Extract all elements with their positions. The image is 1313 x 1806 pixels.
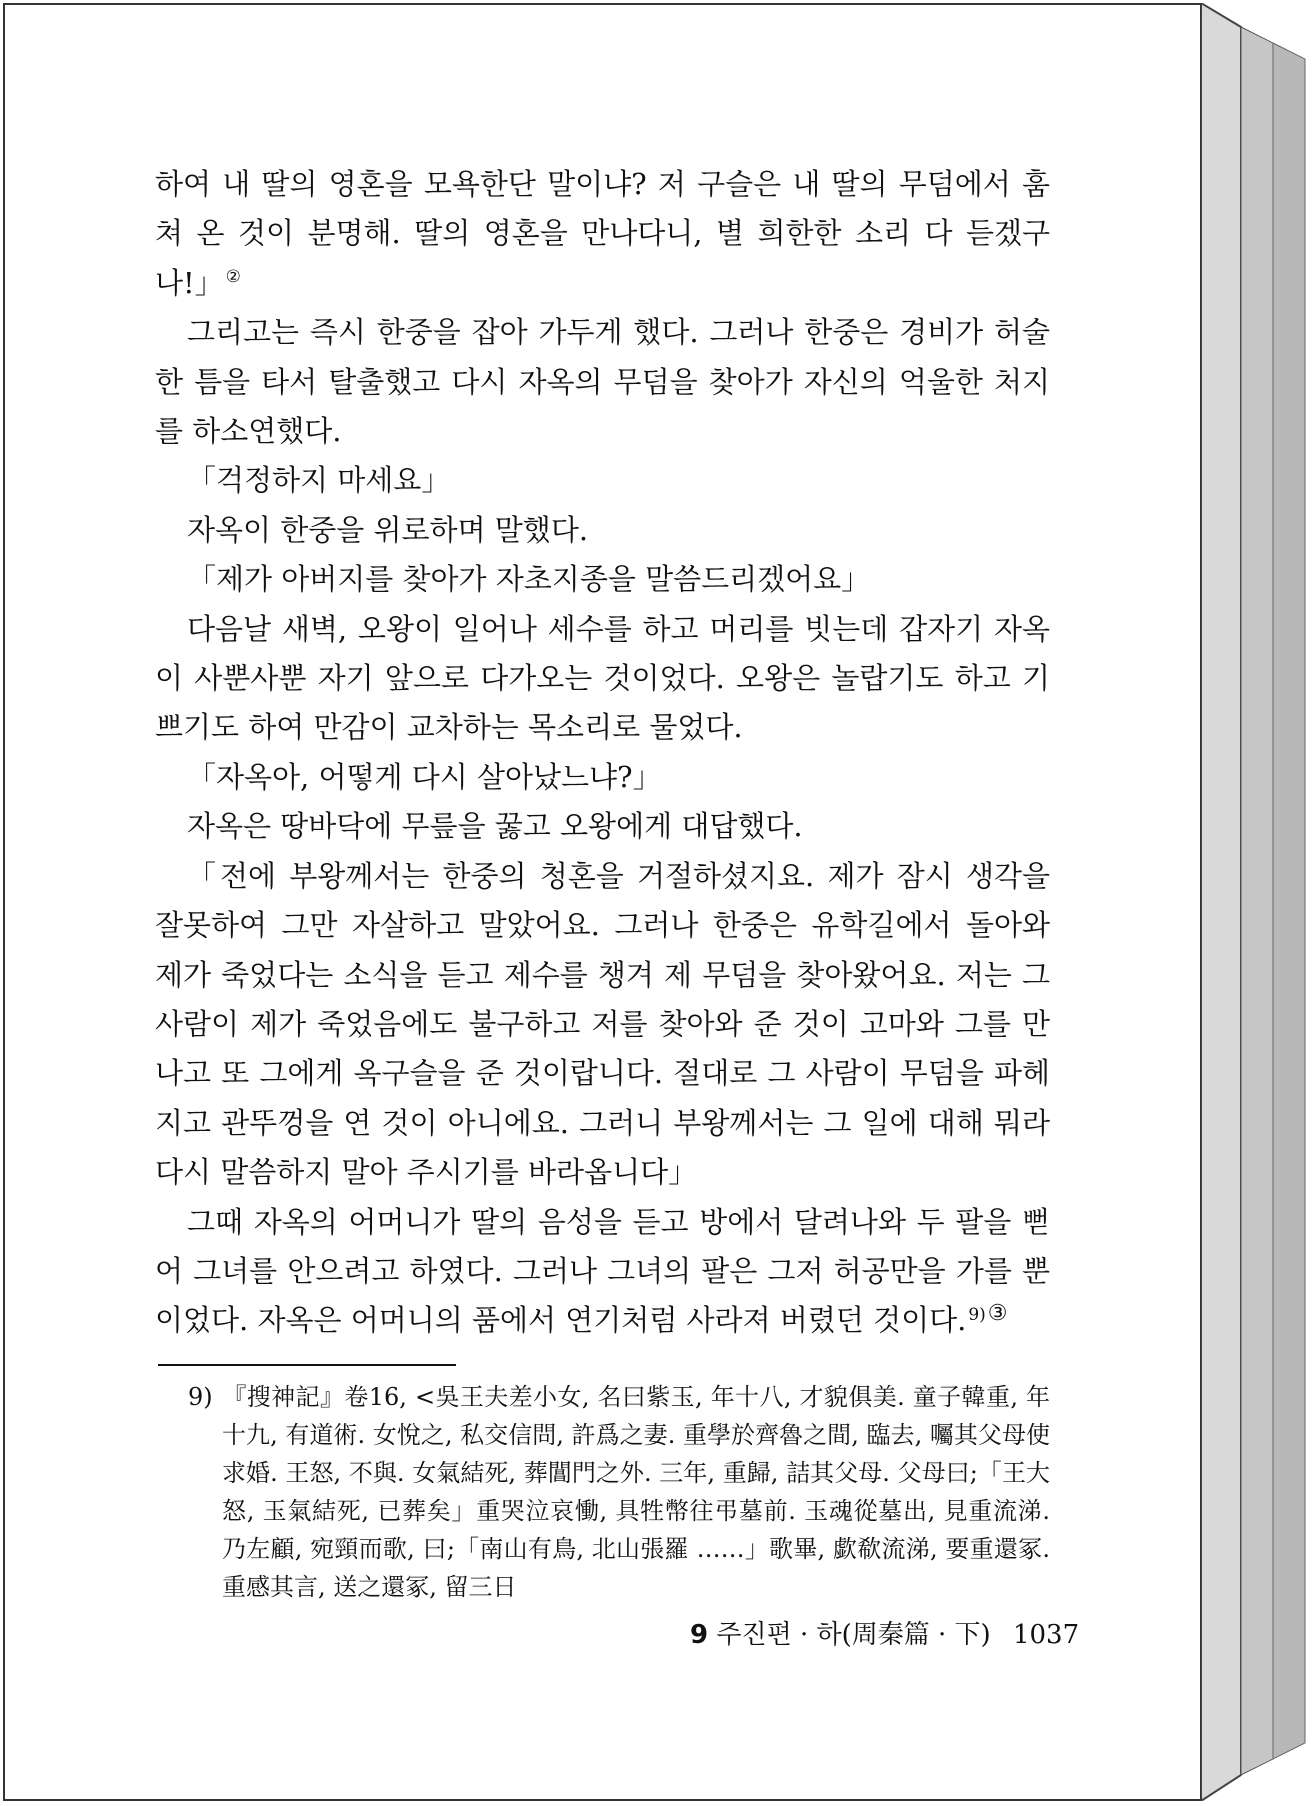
footnote-number: 9) bbox=[188, 1383, 213, 1411]
paragraph-4: 자옥이 한중을 위로하며 말했다. bbox=[187, 512, 589, 547]
page-footer bbox=[690, 1614, 1080, 1651]
annotation-mark: ② bbox=[225, 267, 241, 288]
paragraph-1 bbox=[155, 160, 1050, 308]
footnote-text: 『搜神記』卷16, <吳王夫差小女, 名曰紫玉, 年十八, 才貌俱美. 童子韓重, 年十九, 有道術. 女悅之, 私交信問, 許爲之妻. 重學於齊魯之間, 臨去, 囑其父母使求婚. 王怒, 不與. 女氣結死, 葬閶門之外. 三年, 重歸, 詰其父母. 父母曰;「王大怒, 玉氣結死, 已葬矣」重哭泣哀慟, 具牲幣往弔墓前. 玉魂從墓出, 見重流涕. 乃左顧, 宛頸而歌, 曰;「南山有鳥, 北山張羅 ……」歌畢, 歔欷流涕, 要重還冢. 重感其言, 送之還冢, 留三日 bbox=[222, 1383, 1050, 1601]
chapter-title: 주진편 · 하(周秦篇 · 下) bbox=[716, 1620, 991, 1650]
footnote-body bbox=[188, 1378, 1050, 1606]
page-stack-edge bbox=[1201, 3, 1309, 1801]
page-number: 1037 bbox=[1012, 1620, 1080, 1650]
paragraph-8: 자옥은 땅바닥에 무릎을 꿇고 오왕에게 대답했다. bbox=[187, 809, 803, 844]
paragraph-5: 「제가 아버지를 찾아가 자초지종을 말씀드리겠어요」 bbox=[187, 562, 871, 597]
paragraph-3: 「걱정하지 마세요」 bbox=[187, 463, 451, 498]
footnote-reference: 9) bbox=[968, 1304, 986, 1325]
paragraph-6: 다음날 새벽, 오왕이 일어나 세수를 하고 머리를 빗는데 갑자기 자옥이 사뿐사뿐 자기 앞으로 다가오는 것이었다. 오왕은 놀랍기도 하고 기쁘기도 하여 만감이 교차하는 목소리로 물었다. bbox=[155, 611, 1050, 745]
footnote-divider bbox=[158, 1364, 456, 1366]
chapter-number: 9 bbox=[690, 1620, 709, 1650]
paragraph-9: 「전에 부왕께서는 한중의 청혼을 거절하셨지요. 제가 잠시 생각을 잘못하여 그만 자살하고 말았어요. 그러나 한중은 유학길에서 돌아와 제가 죽었다는 소식을 듣고 제수를 챙겨 제 무덤을 찾아왔어요. 저는 그 사람이 제가 죽었음에도 불구하고 저를 찾아와 준 것이 고마와 그를 만나고 또 그에게 옥구슬을 준 것이랍니다. 절대로 그 사람이 무덤을 파헤지고 관뚜껑을 연 것이 아니에요. 그러니 부왕께서는 그 일에 대해 뭐라 다시 말씀하지 말아 주시기를 바라옵니다」 bbox=[155, 858, 1050, 1190]
paragraph-7: 「자옥아, 어떻게 다시 살아났느냐?」 bbox=[187, 759, 662, 794]
annotation-mark: ③ bbox=[987, 1300, 1008, 1326]
paragraph-2: 그리고는 즉시 한중을 잡아 가두게 했다. 그러나 한중은 경비가 허술한 틈을 타서 탈출했고 다시 자옥의 무덤을 찾아가 자신의 억울한 처지를 하소연했다. bbox=[155, 315, 1050, 449]
body-text bbox=[155, 160, 1050, 1346]
footnote bbox=[188, 1378, 1050, 1606]
paragraph-1-text: 하여 내 딸의 영혼을 모욕한단 말이냐? 저 구슬은 내 딸의 무덤에서 훔쳐 온 것이 분명해. 딸의 영혼을 만나다니, 별 희한한 소리 다 듣겠구나!」 bbox=[155, 167, 1050, 300]
paragraph-10 bbox=[155, 1198, 1050, 1346]
paragraph-10-text: 그때 자옥의 어머니가 딸의 음성을 듣고 방에서 달려나와 두 팔을 뻗어 그녀를 안으려고 하였다. 그러나 그녀의 팔은 그저 허공만을 가를 뿐이었다. 자옥은 어머니의 품에서 연기처럼 사라져 버렸던 것이다. bbox=[155, 1204, 1050, 1338]
